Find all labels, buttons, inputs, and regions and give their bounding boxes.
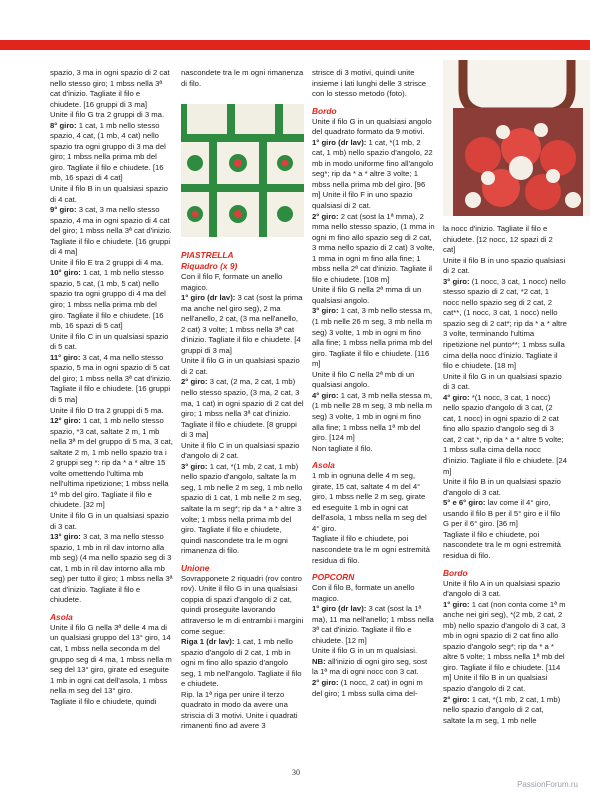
crochet-tile-image — [181, 104, 304, 237]
paragraph-text: 1 cat, 1 mb nello stesso spazio, 4 cat, (1 mb, 4 cat) nello spazio tra ogni gruppo di 3 ma del giro; 1 mbss nella prima mb del giro. Tagliate il filo e chiudete. [16 mb, 16 spazi di 4 cat] — [50, 120, 166, 183]
paragraph-text: 1 cat (non conta come 1ª m anche nei giri seg), *(2 mb, 2 cat, 2 mb) nello spazio d'angolo di 3 cat, 3 mb in ogni spazio di 2 cat fino allo spazio d'angolo seg*; rip da * a * altre 5 volte; 1 mbss nella 1ª mb del giro. Tagliate il filo e chiudete. [114 m] Unite il filo B in un qualsiasi spazio d'angolo di 2 cat. — [443, 599, 566, 693]
paragraph — [443, 498, 567, 530]
paragraph — [443, 256, 567, 277]
paragraph-text: Tagliate il filo e chiudete, quindi — [50, 696, 157, 706]
paragraph — [312, 444, 435, 455]
paragraph-text: Unite il filo E tra 2 gruppi di 4 ma. — [50, 257, 164, 267]
paragraph — [50, 416, 173, 511]
paragraph — [312, 117, 435, 138]
paragraph — [181, 441, 304, 462]
paragraph — [443, 695, 567, 727]
step-label: 11° giro: — [50, 352, 81, 362]
paragraph-text: (1 nocc, 3 cat, 1 nocc) nello stesso spazio di 2 cat, *2 cat, 1 nocc nello spazio seg di 2 cat, 2 cat**, (1 nocc, 3 cat, 1 nocc) nello spazio seg di 2 cat*; rip da * a * altre 3 volte, terminando l'ultima ripetizione nel punto**; 1 mbss sulla cima della nocc d'inizio. Tagliate il filo e chiudete. [18 m] — [443, 276, 567, 371]
step-label: 1° giro (dr lav): — [312, 604, 367, 614]
paragraph — [50, 532, 173, 606]
paragraph-text: Con il filo F, formate un anello magico. — [181, 272, 283, 292]
paragraph-text: Unite il filo B in un qualsiasi spazio d'angolo di 3 cat. — [443, 477, 561, 497]
paragraph-text: *(1 nocc, 3 cat, 1 nocc) nello spazio d'angolo di 3 cat, (2 cat, 1 nocc) in ogni spazio di 2 cat fino allo spazio d'angolo seg di 3 cat, 2 cat *, rip da * a * altre 5 volte; 1 mbss sulla cima della nocc d'inizio. Tagliate il filo e chiudete. [24 m] — [443, 392, 567, 476]
paragraph-text: Unite il filo D tra 2 gruppi di 5 ma. — [50, 405, 164, 415]
step-label: 13° giro: — [50, 532, 81, 542]
paragraph-text: 1 cat, 3 mb nello stessa m, (1 mb nelle 26 m seg, 3 mb nella m seg) 3 volte, 1 mb in ogni m fino alla fine; 1 mbss nella prima mb del giro. Tagliate il filo e chiudete. [116 m] — [312, 306, 433, 369]
text-column-4 — [443, 224, 567, 790]
section-heading: PIASTRELLA — [181, 250, 234, 260]
text-column-2-top — [181, 68, 304, 89]
paragraph-text: Unite il filo G in un qualsiasi angolo del quadrato formato da 9 motivi. — [312, 116, 432, 137]
paragraph — [443, 600, 567, 695]
paragraph — [312, 138, 435, 212]
paragraph-text: Unite il filo C nella 2ª mb di un qualsiasi angolo. — [312, 369, 415, 390]
step-label: 1° giro: — [443, 599, 470, 609]
paragraph — [443, 579, 567, 600]
paragraph — [443, 224, 567, 256]
paragraph-text: (1 nocc, 2 cat) in ogni m del giro; 1 mbss sulla cima del- — [312, 677, 423, 698]
step-label: 1° giro (dr lav): — [181, 293, 236, 303]
paragraph-text: 2 cat (sost la 1ª mma), 2 mma nello stesso spazio, (1 mma in ogni m fino allo spazio seg di 2 cat, 3 mma nello spazio di 2 cat) 3 volte, 1 mma in ogni m fino alla fine; 1 mbss nella 2ª cat d'inizio. Tagliate il filo e chiudete. [108 m] — [312, 211, 435, 284]
paragraph — [312, 604, 435, 646]
paragraph — [312, 306, 435, 369]
paragraph-text: Tagliate il filo e chiudete, poi nascondete tra le m ogni estremità residua di filo. — [312, 534, 430, 565]
section-heading: Asola — [312, 460, 335, 471]
step-label: 2° giro: — [312, 211, 339, 221]
paragraph-text: 1 cat, 1 mb nello stesso spazio, 5 cat, (1 mb, 5 cat) nello spazio tra ogni gruppo di 4 ma del giro; 1 mbss nella prima mb del giro. Tagliate il filo e chiudete. [16 mb, 16 spazi di 5 cat] — [50, 268, 166, 331]
paragraph — [312, 678, 435, 699]
paragraph-text: Unite il filo C in un qualsiasi spazio d'angolo di 2 cat. — [181, 440, 300, 461]
paragraph — [50, 258, 173, 269]
paragraph — [50, 110, 173, 121]
paragraph-text: 1 cat, *(1 mb, 2 cat, 1 mb) nello spazio d'angolo, 22 mb in modo uniforme fino all'angolo seg*; rip da * a * altre 3 volte; 1 mbss nella prima mb del giro. [96 m] Unite il filo F in uno spazio qualsiasi di 2 cat. — [312, 137, 434, 211]
step-label: 3° giro: — [443, 276, 470, 286]
paragraph-text: la nocc d'inizio. Tagliate il filo e chiudete. [12 nocc, 12 spazi di 2 cat] — [443, 224, 553, 255]
paragraph-text: Tagliate il filo e chiudete, poi nascondete tra le m ogni estremità residua di filo. — [443, 529, 561, 560]
section-heading: Bordo — [312, 105, 337, 116]
section-heading: POPCORN — [312, 572, 355, 583]
paragraph — [181, 293, 304, 356]
paragraph-text: Unite il filo G in un m qualsiasi. — [312, 646, 418, 656]
paragraph-text: 3 cat, 3 ma nello stesso spazio, 4 ma in ogni spazio di 4 cat del giro; 1 mbss nella 3ª cat d'inizio. Tagliate il filo e chiudete. [16 gruppi di 4 ma] — [50, 205, 172, 257]
paragraph-text: Unite il filo A in un qualsiasi spazio d'angolo di 3 cat. — [443, 578, 561, 599]
paragraph-text: strisce di 3 motivi, quindi unite insieme i lati lunghi delle 3 strisce con lo stesso metodo (foto). — [312, 68, 427, 99]
step-label: 3° giro: — [181, 461, 208, 471]
paragraph — [443, 530, 567, 562]
paragraph — [181, 356, 304, 377]
paragraph-text: lav come il 4° giro, usando il filo B per il 5° giro e il filo G per il 6° giro. [36 m] — [443, 498, 561, 529]
section-heading: Bordo — [443, 567, 468, 578]
paragraph-text: Unite il filo G nella 2ª mma di un qualsiasi angolo. — [312, 285, 422, 305]
paragraph-text: 1 mb in ognuna delle 4 m seg, girate, 15 cat, saltate 4 m del 4° giro, 1 mbss nelle 2 m seg, girate ed eseguite 1 mb in ogni cat dell'asola, 1 mbss nella m seg del 4° giro. — [312, 471, 427, 533]
paragraph — [50, 623, 173, 697]
crochet-popcorn-image — [443, 60, 590, 216]
paragraph — [50, 205, 173, 258]
paragraph — [50, 268, 173, 331]
paragraph — [443, 393, 567, 477]
paragraph-text: Unite il filo G in un qualsiasi spazio di 3 cat. — [50, 510, 169, 531]
paragraph-text: 3 cat, 3 ma nello stesso spazio, 1 mb in ril dav intorno alla mb seg) (4 ma nello spazio seg di 3 cat, 1 mb in ril dav intorno alla mb seg) per tutto il giro; 1 mbss nella 3ª cat d'inizio. Tagliate il filo e chiudete. — [50, 532, 173, 605]
paragraph-text: Unite il filo B in uno spazio qualsiasi di 2 cat. — [443, 255, 566, 276]
paragraph-text: Non tagliate il filo. — [312, 443, 373, 453]
section-heading: Unione — [181, 562, 210, 573]
step-label: 1° giro (dr lav): — [312, 137, 367, 147]
paragraph — [50, 406, 173, 417]
watermark: PassionForum.ru — [517, 780, 578, 789]
section-heading: Riquadro (x 9) — [181, 261, 238, 271]
step-label: 8° giro: — [50, 120, 77, 130]
paragraph-text: Unite il filo G nella 3ª delle 4 ma di un qualsiasi gruppo del 13° giro, 14 cat, 1 mbss nella seconda m del gruppo seg di 4 ma, 1 mbss nella m seg del 13° giro, girate ed eseguite 1 mb in ogni cat dell'asola, 1 mbss nella m seg del 13° giro. — [50, 622, 172, 696]
paragraph — [50, 68, 173, 110]
paragraph — [181, 690, 304, 732]
paragraph-text: 3 cat (sost la prima ma anche nel giro seg), 2 ma nell'anello, 2 cat, (3 ma nell'anello, 2 cat) 3 volte; 1 mbss nella 3ª cat d'inizio. Tagliate il filo e chiudete. [4 gruppi di 3 ma] — [181, 293, 303, 355]
popcorn-photo — [443, 60, 590, 216]
step-label: 12° giro: — [50, 416, 81, 426]
paragraph — [312, 657, 435, 678]
paragraph: nascondete tra le m ogni rimanenza di filo. — [181, 68, 304, 88]
paragraph — [50, 697, 173, 708]
step-label: 2° giro: — [443, 694, 470, 704]
paragraph-text: 1 cat, 1 mb nello spazio d'angolo di 2 cat, 1 mb in ogni m fino allo spazio d'angolo seg, 1 mb nell'angolo. Tagliate il filo e chiudete. — [181, 637, 302, 689]
step-label: 4° giro: — [312, 390, 339, 400]
paragraph-text: 3 cat, 4 ma nello stesso spazio, 5 ma in ogni spazio di 5 cat del giro; 1 mbss nella 3ª cat d'inizio. Tagliate il filo e chiudete. [16 gruppi di 5 ma] — [50, 352, 172, 404]
paragraph — [312, 285, 435, 306]
text-column-2 — [181, 244, 304, 790]
paragraph — [312, 391, 435, 444]
paragraph — [50, 184, 173, 205]
step-label: 2° giro: — [312, 677, 339, 687]
paragraph-text: 1 cat, 1 mb nello stesso spazio, *3 cat, saltate 2 m, 1 mb nella 3ª m del gruppo di 5 ma, 3 cat, saltate 2 m, 1 mb nello spazio tra i 2 gruppi seg *: rip da * a * altre 15 volte omettendo l'ultima mb nell'ultima ripetizione; 1 mbss nella 1ª mb del giro. Tagliate il filo e chiudete. [32 m] — [50, 416, 173, 510]
paragraph — [443, 372, 567, 393]
paragraph-text: Sovrapponete 2 riquadri (rov contro rov). Unite il filo G in una qualsiasi coppia di spazi d'angolo di 2 cat, quindi proseguite lavorando attraverso le m di entrambi i margini come segue: — [181, 573, 304, 636]
page-number: 30 — [292, 768, 300, 777]
paragraph-text: all'inizio di ogni giro seg, sost la 1ª ma di ogni nocc con 3 cat. — [312, 656, 428, 677]
text-column-3 — [312, 68, 435, 790]
paragraph — [181, 574, 304, 637]
step-label: 5° e 6° giro: — [443, 498, 486, 508]
paragraph — [312, 583, 435, 604]
paragraph-text: 1 cat, 3 mb nella stessa m, (1 mb nelle 28 m seg, 3 mb nella m seg) 3 volte, 1 mb in ogni m fino alla fine; 1 mbss nella 1ª mb del giro. [124 m] — [312, 390, 433, 443]
paragraph — [312, 212, 435, 286]
paragraph — [181, 377, 304, 440]
paragraph — [50, 121, 173, 184]
paragraph — [50, 511, 173, 532]
paragraph — [312, 370, 435, 391]
paragraph-text: 1 cat, *(1 mb, 2 cat, 1 mb) nello spazio d'angolo di 2 cat, saltate la m seg, 1 mb nelle — [443, 694, 561, 725]
paragraph — [181, 637, 304, 690]
step-label: 9° giro: — [50, 205, 77, 215]
step-label: 3° giro: — [312, 306, 339, 316]
step-label: 10° giro: — [50, 268, 81, 278]
paragraph — [181, 272, 304, 293]
step-label: NB: — [312, 656, 326, 666]
paragraph — [312, 534, 435, 566]
paragraph — [312, 646, 435, 657]
paragraph — [312, 471, 435, 534]
header-red-bar — [0, 40, 590, 50]
paragraph-text: Unite il filo C in un qualsiasi spazio di 5 cat. — [50, 331, 169, 352]
paragraph-text: Con il filo B, formate un anello magico. — [312, 583, 415, 603]
paragraph-text: 1 cat, *(1 mb, 2 cat, 1 mb) nello spazio d'angolo, saltate la m seg, 1 mb nelle 2 m seg, 1 mb nello spazio di 1 cat, 1 mb nelle 2 m seg, saltate la m seg*; rip da * a * altre 3 volte; 1 mbss nella prima mb del giro. Tagliate il filo e chiudete, quindi nascondete tra le m ogni rimanenza di filo. — [181, 461, 303, 556]
paragraph — [50, 332, 173, 353]
paragraph — [443, 277, 567, 372]
paragraph — [443, 477, 567, 498]
paragraph-text: 3 cat, (2 ma, 2 cat, 1 mb) nello stesso spazio, (3 ma, 2 cat, 3 ma, 1 cat) in ogni spazio di 2 cat del giro; 1 mbss nella 3ª cat d'inizio. Tagliate il filo e chiudete. [8 gruppi di 3 ma] — [181, 377, 304, 440]
step-label: 4° giro: — [443, 392, 470, 402]
tile-photo — [181, 104, 304, 237]
paragraph-text: spazio, 3 ma in ogni spazio di 2 cat nello stesso giro; 1 mbss nella 3ª cat d'inizio. Tagliate il filo e chiudete. [16 gruppi di 3 ma] — [50, 68, 170, 109]
paragraph-text: Unite il filo G tra 2 gruppi di 3 ma. — [50, 110, 165, 120]
paragraph-text: Rip. la 1ª riga per unire il terzo quadrato in modo da avere una striscia di 3 motivi. Unite i quadrati rimanenti fino ad avere 3 — [181, 689, 298, 731]
text-column-1 — [50, 68, 173, 790]
paragraph — [50, 353, 173, 406]
paragraph — [312, 68, 435, 100]
paragraph-text: 3 cat (sost la 1ª ma), 11 ma nell'anello; 1 mbss nella 3ª cat d'inizio. Tagliate il filo e chiudete. [12 m] — [312, 604, 434, 645]
step-label: Riga 1 (dr lav): — [181, 637, 235, 647]
paragraph-text: Unite il filo B in un qualsiasi spazio di 4 cat. — [50, 184, 168, 204]
step-label: 2° giro: — [181, 377, 208, 387]
paragraph — [181, 462, 304, 557]
paragraph-text: Unite il filo G in un qualsiasi spazio di 3 cat. — [443, 371, 562, 392]
paragraph-text: Unite il filo G in un qualsiasi spazio di 2 cat. — [181, 356, 300, 376]
section-heading: Asola — [50, 611, 73, 622]
